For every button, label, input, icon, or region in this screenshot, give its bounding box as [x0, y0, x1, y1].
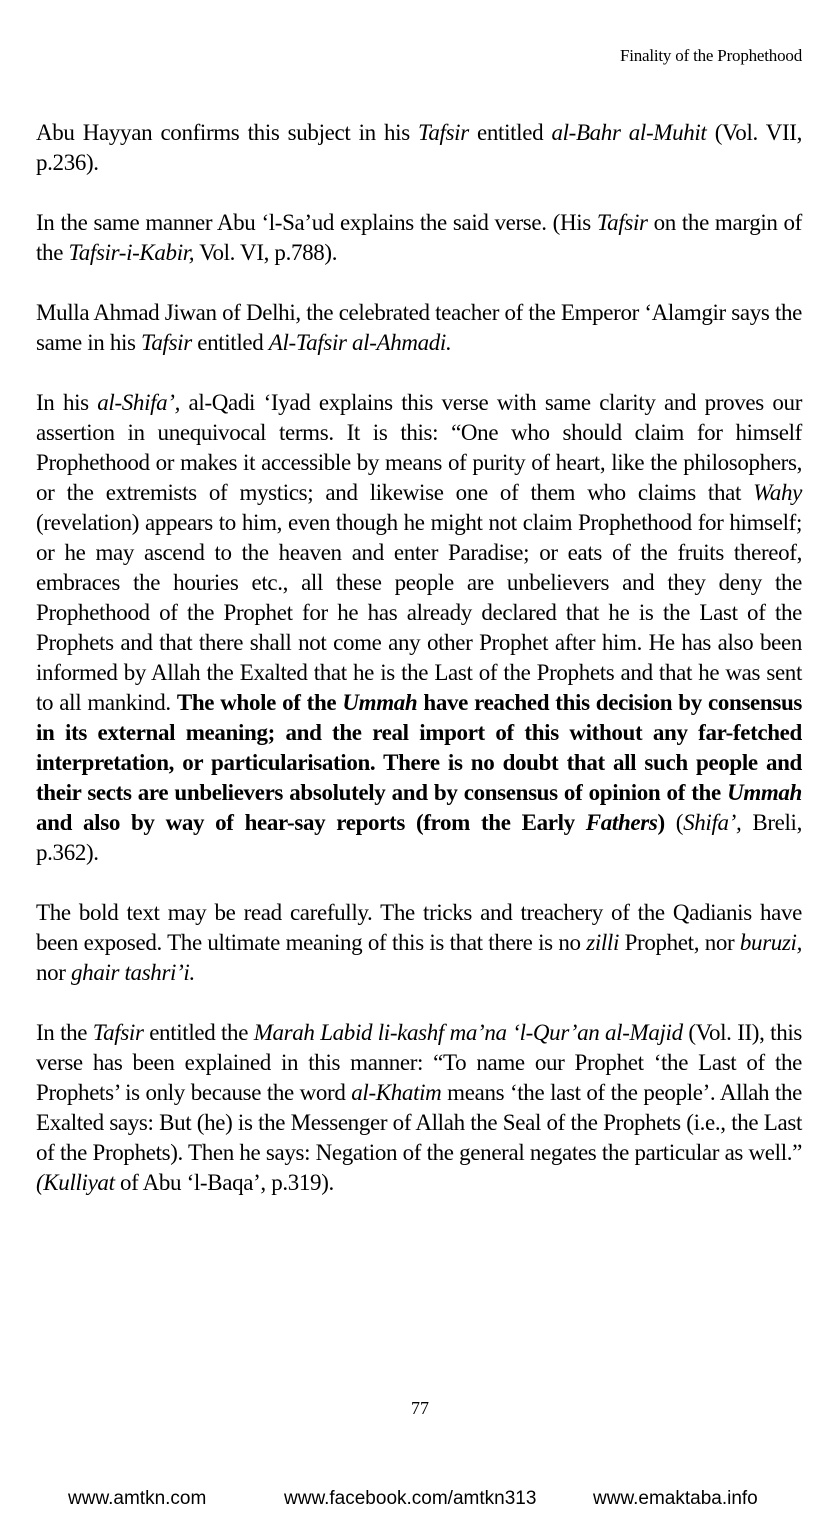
- italic-term: buruzi,: [739, 930, 802, 955]
- italic-title: Al-Tafsir al-Ahmadi.: [268, 330, 452, 355]
- text-span: of Abu ‘l-Baqa’, p.319).: [114, 1170, 334, 1195]
- paragraph-abu-l-saud: [36, 208, 802, 268]
- text-span: means ‘the last of the people’. Allah the Exalted says: But (he) is the Messenger of Allah the Seal of the Prophets (i.e., the Last of the Prophets). Then he says: Negation of the general negates the particular as well.”: [36, 1080, 802, 1165]
- footer-link-emaktaba[interactable]: www.emaktaba.info: [593, 1488, 758, 1509]
- italic-title: Marah Labid li-kashf ma’na ‘l-Qur’an al-Majid: [253, 1020, 683, 1045]
- italic-title: Tafsir: [596, 210, 648, 235]
- italic-term: al-Khatim: [351, 1080, 442, 1105]
- italic-title: Tafsir: [141, 330, 192, 355]
- bold-italic-term: Fathers: [585, 810, 658, 835]
- bold-passage: have reached this decision by consensus in its external meaning; and the real import of this without any far-fetched interpretation, or particularisation. There is no doubt that all such people and their sects are unbelievers absolutely and by consensus of opinion of the: [36, 690, 802, 805]
- text-span: nor: [36, 960, 72, 985]
- running-header: Finality of the Prophethood: [619, 46, 802, 65]
- italic-title: Tafsir: [92, 1020, 144, 1045]
- text-span: on the margin of the: [36, 210, 802, 265]
- paragraph-mulla-ahmad: [36, 298, 802, 358]
- text-span: The bold text may be read carefully. The tricks and treachery of the Qadianis have been exposed. The ultimate meaning of this is that there is no: [36, 900, 802, 955]
- footer-link-facebook[interactable]: www.facebook.com/amtkn313: [284, 1488, 537, 1509]
- text-span: Breli, p.362).: [36, 810, 803, 865]
- text-span: In the: [36, 1020, 93, 1045]
- italic-title: (Kulliyat: [36, 1170, 115, 1195]
- text-span: (revelation) appears to him, even though he might not claim Prophethood for himself; or he may ascend to the heaven and enter Paradise; or eats of the fruits thereof, embraces the houries etc., all these people are unbelievers and they deny the Prophethood of the Prophet for he has already declared that he is the Last of the Prophets and that there shall not come any other Prophet after him. He has also been informed by Allah the Exalted that he is the Last of the Prophets and that he was sent to all mankind.: [36, 510, 802, 715]
- text-span: entitled: [191, 330, 269, 355]
- text-span: (Vol. II), this verse has been explained in this manner: “To name our Prophet ‘the Last of the Prophets’ is only because the word: [36, 1020, 802, 1105]
- text-span: Prophet, nor: [619, 930, 740, 955]
- italic-title: Tafsir-i-Kabir,: [68, 240, 195, 265]
- italic-title: al-Bahr al-Muhit: [551, 120, 707, 145]
- text-span: Vol. VI, p.788).: [194, 240, 338, 265]
- footer: [0, 1488, 840, 1518]
- text-span: (: [664, 810, 684, 835]
- text-span: Abu Hayyan confirms this subject in his: [36, 120, 419, 145]
- page-body: [36, 118, 802, 1228]
- paragraph-al-shifa: [36, 388, 802, 868]
- page-number: 77: [411, 1398, 429, 1418]
- italic-term: ghair tashri’i.: [71, 960, 195, 985]
- bold-italic-term: Ummah: [727, 780, 802, 805]
- paragraph-abu-hayyan: [36, 118, 802, 178]
- bold-italic-term: Ummah: [342, 690, 418, 715]
- italic-title: Shifa’,: [683, 810, 742, 835]
- text-span: In the same manner Abu ‘l-Sa’ud explains the said verse. (His: [36, 210, 597, 235]
- text-span: Mulla Ahmad Jiwan of Delhi, the celebrated teacher of the Emperor ‘Alamgir says the same in his: [36, 300, 802, 355]
- italic-title: al-Shifa’,: [97, 390, 181, 415]
- text-span: In his: [36, 390, 98, 415]
- paragraph-marah-labid: [36, 1018, 802, 1198]
- bold-passage: and also by way of hear-say reports (from the Early: [36, 810, 586, 835]
- italic-title: Tafsir: [418, 120, 469, 145]
- italic-term: zilli: [586, 930, 620, 955]
- text-span: entitled the: [143, 1020, 254, 1045]
- text-span: entitled: [468, 120, 552, 145]
- paragraph-bold-text-note: [36, 898, 802, 988]
- bold-passage: The whole of the: [176, 690, 343, 715]
- bold-passage: ): [657, 810, 665, 835]
- text-span: al-Qadi ‘Iyad explains this verse with same clarity and proves our assertion in unequivocal terms. It is this: “One who should claim for himself Prophethood or makes it accessible by means of purity of heart, like the philosophers, or the extremists of mystics; and likewise one of them who claims that: [36, 390, 803, 505]
- text-span: (Vol. VII, p.236).: [36, 120, 802, 175]
- footer-link-amtkn[interactable]: www.amtkn.com: [68, 1488, 207, 1509]
- italic-term: Wahy: [753, 480, 802, 505]
